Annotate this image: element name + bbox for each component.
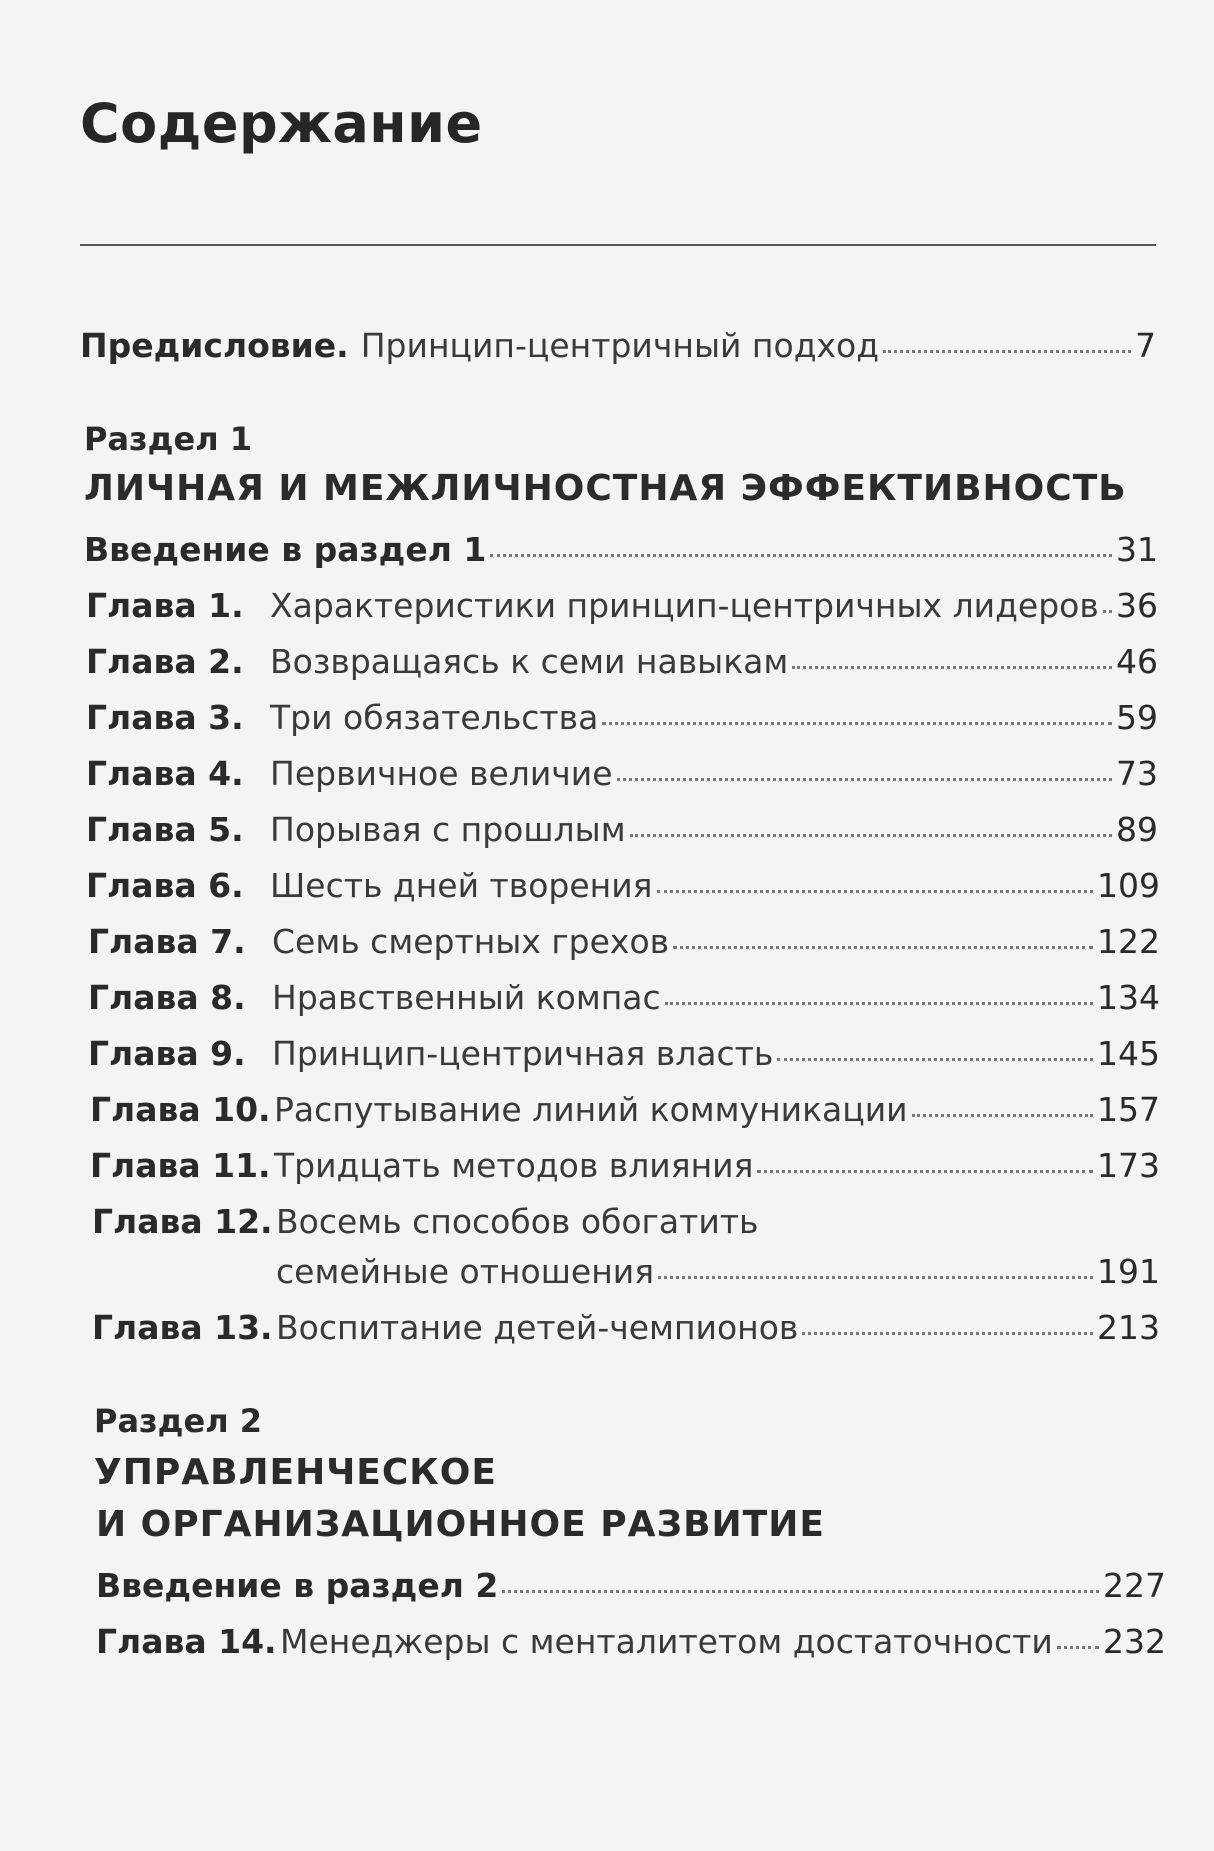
- dot-leader: [1057, 1646, 1099, 1649]
- page-number: 134: [1097, 978, 1160, 1017]
- dot-leader: [490, 554, 1112, 557]
- chapter-label: Глава 9.: [88, 1034, 246, 1073]
- chapter-label: Глава 1.: [86, 586, 244, 625]
- toc-entry-chapter-3: [86, 698, 1158, 737]
- dot-leader: [777, 1058, 1093, 1061]
- chapter-label: Глава 3.: [86, 698, 244, 737]
- toc-entry-chapter-9: [88, 1034, 1160, 1073]
- chapter-label: Глава 13.: [92, 1308, 273, 1347]
- dot-leader: [665, 1002, 1093, 1005]
- chapter-label: Глава 5.: [86, 810, 244, 849]
- chapter-title: Распутывание линий коммуникации: [274, 1090, 908, 1129]
- toc-entry-section-1-intro: [84, 530, 1158, 569]
- chapter-title: Восемь способов обогатить: [276, 1202, 759, 1241]
- section-1-title: ЛИЧНАЯ И МЕЖЛИЧНОСТНАЯ ЭФФЕКТИВНОСТЬ: [84, 468, 1127, 509]
- chapter-label: Глава 14.: [96, 1622, 277, 1661]
- section-2-title-line-1: УПРАВЛЕНЧЕСКОЕ: [94, 1452, 497, 1493]
- dot-leader: [792, 666, 1112, 669]
- page-number: 7: [1135, 326, 1156, 365]
- dot-leader: [912, 1114, 1093, 1117]
- toc-entry-chapter-8: [88, 978, 1160, 1017]
- chapter-title: Порывая с прошлым: [270, 810, 626, 849]
- chapter-label: Глава 11.: [90, 1146, 271, 1185]
- chapter-title: Воспитание детей-чемпионов: [276, 1308, 799, 1347]
- dot-leader: [883, 350, 1131, 353]
- toc-entry-chapter-6: [86, 866, 1160, 905]
- section-2-title-line-2: И ОРГАНИЗАЦИОННОЕ РАЗВИТИЕ: [96, 1504, 825, 1545]
- toc-entry-chapter-10: [90, 1090, 1160, 1129]
- toc-entry-chapter-5: [86, 810, 1158, 849]
- page-number: 122: [1097, 922, 1160, 961]
- toc-entry-chapter-12-continuation: [276, 1252, 1160, 1291]
- chapter-title: Тридцать методов влияния: [274, 1146, 754, 1185]
- toc-entry-preface: [80, 326, 1156, 365]
- chapter-title: Шесть дней творения: [270, 866, 653, 905]
- chapter-label: Глава 4.: [86, 754, 244, 793]
- chapter-label: Глава 8.: [88, 978, 246, 1017]
- toc-entry-chapter-14: [96, 1622, 1166, 1661]
- title-divider: [80, 244, 1156, 246]
- chapter-title: Семь смертных грехов: [272, 922, 670, 961]
- page-number: 36: [1116, 586, 1158, 625]
- page-number: 31: [1116, 530, 1158, 569]
- dot-leader: [802, 1332, 1093, 1335]
- toc-entry-chapter-2: [86, 642, 1158, 681]
- toc-entry-chapter-4: [86, 754, 1158, 793]
- chapter-label: Глава 7.: [88, 922, 246, 961]
- chapter-title: Принцип-центричная власть: [272, 1034, 774, 1073]
- chapter-label: Глава 2.: [86, 642, 244, 681]
- chapter-title: Первичное величие: [270, 754, 613, 793]
- chapter-title: Характеристики принцип-центричных лидеров: [270, 586, 1099, 625]
- chapter-title: Нравственный компас: [272, 978, 661, 1017]
- toc-entry-chapter-1: [86, 586, 1158, 625]
- chapter-title-continuation: семейные отношения: [276, 1252, 655, 1291]
- section-1-label: Раздел 1: [84, 420, 253, 458]
- preface-label: Предисловие.: [80, 326, 349, 365]
- dot-leader: [658, 1276, 1093, 1279]
- chapter-label: Глава 6.: [86, 866, 244, 905]
- page-number: 46: [1116, 642, 1158, 681]
- dot-leader: [502, 1590, 1099, 1593]
- dot-leader: [617, 778, 1112, 781]
- page-number: 232: [1103, 1622, 1166, 1661]
- dot-leader: [673, 946, 1093, 949]
- page-number: 59: [1116, 698, 1158, 737]
- page-number: 89: [1116, 810, 1158, 849]
- dot-leader: [1103, 610, 1112, 613]
- chapter-title: Возвращаясь к семи навыкам: [270, 642, 789, 681]
- page-number: 173: [1097, 1146, 1160, 1185]
- page-title: Содержание: [80, 92, 483, 155]
- page-number: 109: [1097, 866, 1160, 905]
- chapter-label: Глава 12.: [92, 1202, 273, 1241]
- toc-entry-chapter-11: [90, 1146, 1160, 1185]
- page-number: 213: [1097, 1308, 1160, 1347]
- page-number: 157: [1097, 1090, 1160, 1129]
- dot-leader: [757, 1170, 1093, 1173]
- section-2-intro-title: Введение в раздел 2: [96, 1566, 499, 1605]
- section-2-label: Раздел 2: [94, 1402, 263, 1440]
- page-number: 227: [1103, 1566, 1166, 1605]
- toc-entry-chapter-12: [92, 1202, 1160, 1241]
- page-number: 191: [1097, 1252, 1160, 1291]
- toc-entry-chapter-13: [92, 1308, 1160, 1347]
- chapter-title: Менеджеры с менталитетом достаточности: [280, 1622, 1053, 1661]
- preface-title: Принцип-центричный подход: [360, 326, 880, 365]
- section-1-intro-title: Введение в раздел 1: [84, 530, 487, 569]
- toc-entry-section-2-intro: [96, 1566, 1166, 1605]
- chapter-title: Три обязательства: [270, 698, 599, 737]
- toc-entry-chapter-7: [88, 922, 1160, 961]
- dot-leader: [630, 834, 1112, 837]
- dot-leader: [602, 722, 1112, 725]
- page-number: 145: [1097, 1034, 1160, 1073]
- chapter-label: Глава 10.: [90, 1090, 271, 1129]
- page-number: 73: [1116, 754, 1158, 793]
- dot-leader: [657, 890, 1093, 893]
